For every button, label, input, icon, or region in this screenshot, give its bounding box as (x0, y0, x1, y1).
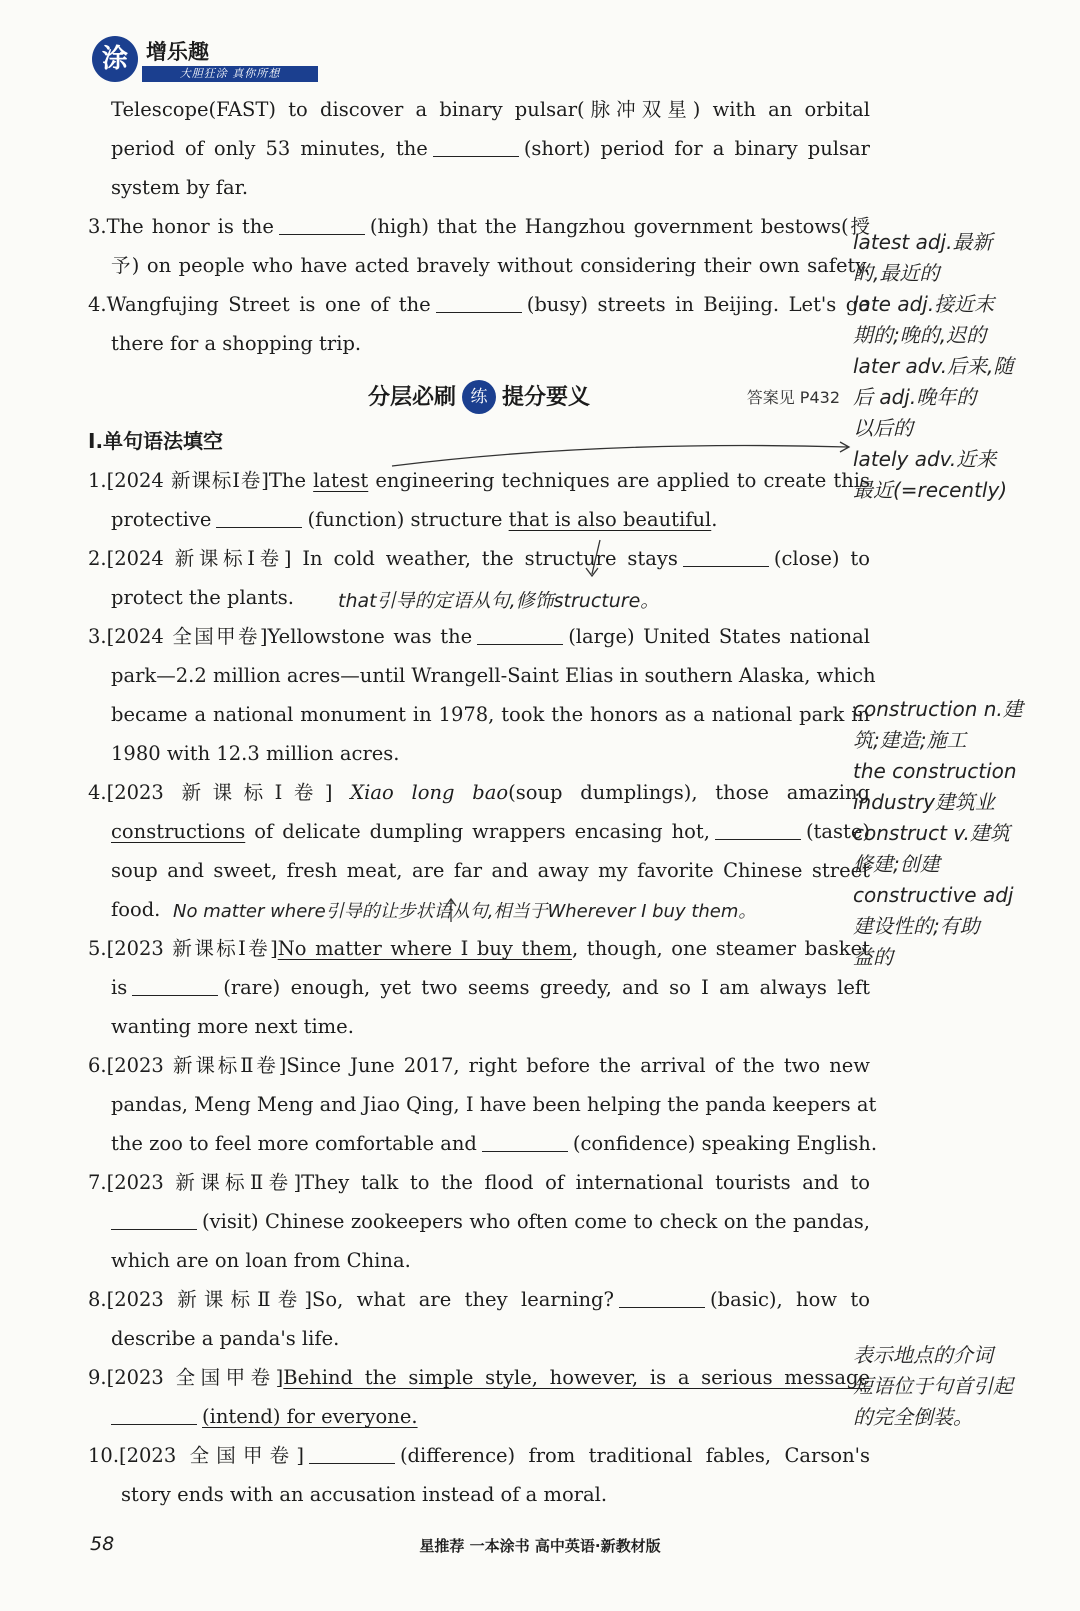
question-line: 8.[2023 新课标Ⅱ卷]So, what are they learning? (basic), how to (88, 1288, 870, 1311)
question-line: protect the plants. that引导的定语从句,修饰structure。 (88, 578, 870, 617)
page-number: 58 (90, 1533, 115, 1555)
question-line: protective (function) structure that is also beautiful. (111, 508, 718, 531)
section-title: Ⅰ.单句语法填空 (88, 429, 224, 453)
answer-blank[interactable] (619, 1287, 705, 1308)
text-line: system by far. (111, 176, 249, 199)
question-line: 9.[2023 全国甲卷]Behind the simple style, however, is a serious message (88, 1366, 871, 1389)
answer-blank[interactable] (216, 507, 302, 528)
question-line: 1980 with 12.3 million acres. (111, 742, 400, 765)
text-line: 4.Wangfujing Street is one of the (busy) streets in Beijing. Let's go (88, 293, 871, 316)
banner-right: 提分要义 (502, 385, 591, 410)
question-line: which are on loan from China. (111, 1249, 411, 1272)
answer-blank[interactable] (683, 546, 769, 567)
answer-blank[interactable] (433, 136, 519, 157)
page-footer (0, 1533, 1080, 1563)
text-line: period of only 53 minutes, the (short) period for a binary pulsar (111, 137, 870, 160)
question-line: food. No matter where引导的让步状语从句,相当于Wherever I buy them。 (88, 890, 870, 929)
question-line: pandas, Meng Meng and Jiao Qing, I have been helping the panda keepers at (111, 1093, 877, 1116)
answer-blank[interactable] (132, 975, 218, 996)
text-line: there for a shopping trip. (111, 332, 362, 355)
answer-blank[interactable] (111, 1209, 197, 1230)
question-line: 3.[2024 全国甲卷]Yellowstone was the (large) United States national (88, 625, 871, 648)
question-line: wanting more next time. (111, 1015, 354, 1038)
practice-badge: 练 (462, 380, 496, 414)
answer-reference: 答案见 P432 (746, 388, 840, 407)
logo-title: 增乐趣 (146, 40, 209, 64)
question-line: (visit) Chinese zookeepers who often come to check on the pandas, (88, 1202, 870, 1241)
handwritten-side-note-inversion: 表示地点的介词 短语位于句首引起 的完全倒装。 (853, 1343, 1013, 1429)
question-line: (intend) for everyone. (88, 1397, 870, 1436)
text-line: 3.The honor is the (high) that the Hangzhou government bestows(授 (88, 215, 870, 238)
section-banner (88, 375, 870, 421)
question-line: park—2.2 million acres—until Wrangell-Saint Elias in southern Alaska, which (111, 664, 876, 687)
answer-blank[interactable] (111, 1404, 197, 1425)
question-line: 4.[2023 新课标Ⅰ卷] Xiao long bao(soup dumplings), those amazing (88, 781, 870, 804)
answer-blank[interactable] (436, 292, 522, 313)
question-line: 6.[2023 新课标Ⅱ卷]Since June 2017, right before the arrival of the two new (88, 1054, 871, 1077)
handwritten-note: No matter where引导的让步状语从句,相当于Wherever I buy them。 (173, 901, 757, 922)
banner-left: 分层必刷 (367, 385, 456, 410)
handwritten-side-note-construction: construction n.建 筑;建造;施工 the construction industry建筑业 construct v.建筑 修建;创建 constructive adj 建设性的;有助 益的 (853, 697, 1023, 969)
question-line: the zoo to feel more comfortable and (confidence) speaking English. (111, 1132, 878, 1155)
question-line: constructions of delicate dumpling wrappers encasing hot, (taste) (111, 820, 870, 843)
question-line: 2.[2024 新课标Ⅰ卷] In cold weather, the structure stays (close) to (88, 547, 870, 570)
logo-mark: 涂 (92, 36, 138, 82)
question-line: became a national monument in 1978, took the honors as a national park in (111, 703, 870, 726)
question-line: story ends with an accusation instead of a moral. (121, 1483, 608, 1506)
logo-tagline: 大胆狂涂 真你所想 (142, 66, 318, 82)
answer-blank[interactable] (309, 1443, 395, 1464)
answer-blank[interactable] (279, 214, 365, 235)
handwritten-side-note-latest: latest adj.最新 的,最近的 late adj.接近末 期的;晚的,迟的 later adv.后来,随 后 adj.晚年的 以后的 lately adv.近来 最近(=recently) (853, 230, 1014, 502)
answer-blank[interactable] (482, 1131, 568, 1152)
question-line: is (rare) enough, yet two seems greedy, and so I am always left (111, 976, 870, 999)
answer-blank[interactable] (715, 819, 801, 840)
publisher-logo (92, 36, 322, 86)
handwritten-note: that引导的定语从句,修饰structure。 (338, 590, 660, 612)
question-line: 10.[2023 全国甲卷] (difference) from traditional fables, Carson's (88, 1444, 870, 1467)
question-line: 1.[2024 新课标Ⅰ卷]The latest engineering techniques are applied to create this (88, 469, 870, 492)
text-line: 予) on people who have acted bravely without considering their own safety. (111, 254, 870, 277)
book-title: 星推荐 一本涂书 高中英语·新教材版 (419, 1537, 661, 1555)
question-line: 7.[2023 新课标Ⅱ卷]They talk to the flood of international tourists and to (88, 1171, 871, 1194)
page-body (88, 90, 878, 1514)
answer-blank[interactable] (477, 624, 563, 645)
question-line: describe a panda's life. (111, 1327, 340, 1350)
question-line: 5.[2023 新课标Ⅰ卷]No matter where I buy them, though, one steamer basket (88, 937, 870, 960)
text-line: Telescope(FAST) to discover a binary pulsar(脉冲双星) with an orbital (111, 98, 870, 121)
question-line: soup and sweet, fresh meat, are far and away my favorite Chinese street (111, 859, 870, 882)
